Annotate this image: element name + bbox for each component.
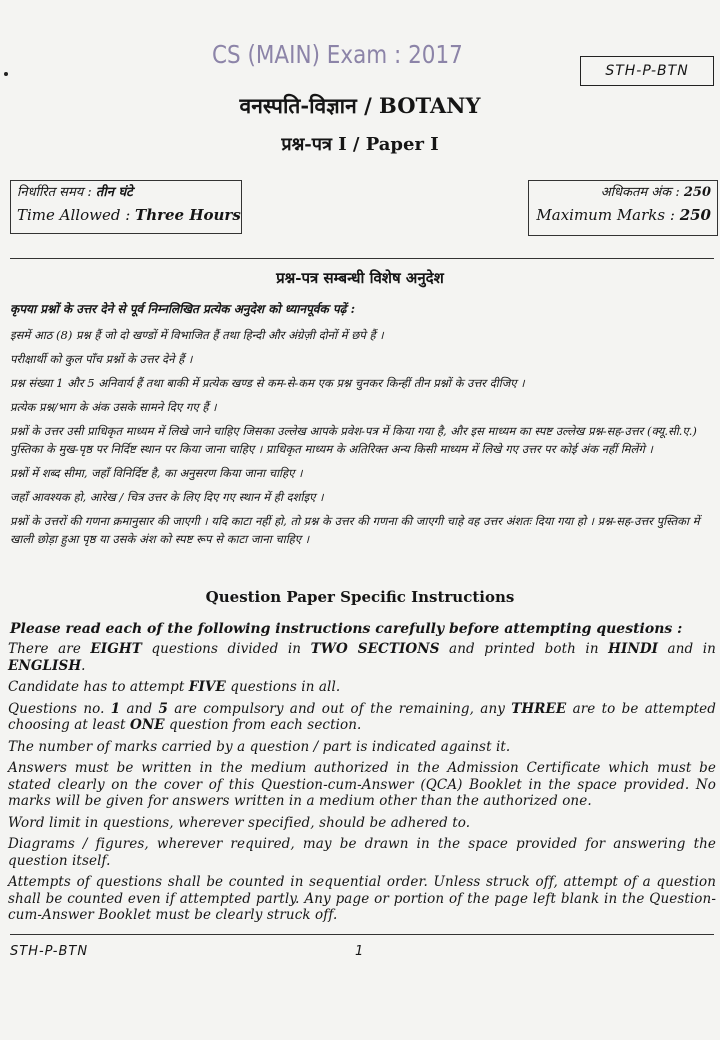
marks-en-label: Maximum Marks : — [536, 206, 680, 224]
hindi-instruction: प्रश्नों के उत्तरों की गणना क्रमानुसार की जाएगी । यदि काटा नहीं हो, तो प्रश्न के उत्तर की गणना की जाएगी चाहे वह उत्तर अंशतः दिया गया हो । प्रश्न-सह-उत्तर पुस्तिका में खाली छोड़ा हुआ पृष्ठ या उसके अंश को स्पष्ट रूप से काटा जाना चाहिए । — [10, 514, 700, 546]
emphasis-text: 5 — [158, 700, 168, 717]
instruction-text: and in — [658, 641, 716, 657]
time-en-label: Time Allowed : — [17, 206, 136, 224]
time-hindi — [17, 183, 235, 203]
english-instruction — [8, 760, 716, 810]
hindi-instruction: जहाँ आवश्यक हो, आरेख / चित्र उत्तर के लिए दिए गए स्थान में ही दर्शाइए । — [10, 490, 324, 504]
hindi-instructions-heading: प्रश्न-पत्र सम्बन्धी विशेष अनुदेश — [276, 269, 444, 287]
instruction-text: question from each section. — [164, 717, 362, 733]
stray-mark — [4, 72, 8, 76]
time-english — [17, 203, 241, 227]
english-instruction — [8, 739, 716, 756]
hindi-instructions-intro: कृपया प्रश्नों के उत्तर देने से पूर्व निम्नलिखित प्रत्येक अनुदेश को ध्यानपूर्वक पढ़ें : — [10, 302, 356, 316]
instruction-text: The number of marks carried by a question / part is indicated against it. — [8, 738, 511, 755]
hindi-instruction: इसमें आठ (8) प्रश्न हैं जो दो खण्डों में विभाजित हैं तथा हिन्दी और अंग्रेज़ी दोनों में छपे हैं । — [10, 328, 384, 342]
english-instructions-list — [8, 641, 716, 929]
paper-code-box: STH-P-BTN — [580, 56, 714, 86]
english-instruction — [8, 815, 716, 832]
emphasis-text: FIVE — [188, 679, 226, 695]
hindi-instruction: परीक्षार्थी को कुल पाँच प्रश्नों के उत्तर देने हैं । — [10, 352, 193, 366]
time-hi-value: तीन घंटे — [95, 185, 133, 200]
hindi-instructions-list — [10, 326, 718, 554]
emphasis-text: ENGLISH — [8, 657, 82, 674]
instruction-text: and — [120, 700, 159, 717]
paper-title: प्रश्न-पत्र I / Paper I — [281, 134, 439, 155]
emphasis-text: 1 — [110, 700, 121, 717]
instruction-text: are to be attempted choosing at least — [8, 700, 717, 733]
english-instruction — [8, 641, 716, 674]
instruction-text: are compulsory and out of the remaining, any — [167, 700, 512, 717]
maximum-marks-box — [528, 180, 718, 236]
instruction-text: Answers must be written in the medium authorized in the Admission Certificate which must be stated clearly on the cover of this Question-cum-Answer (QCA) Booklet in the space provided. No marks will be given for answers written in a medium other than the authorized one. — [8, 760, 716, 809]
subject-title: वनस्पति-विज्ञान / BOTANY — [239, 93, 481, 118]
marks-hi-value: 250 — [683, 185, 711, 200]
english-instruction — [8, 701, 716, 734]
marks-english — [535, 203, 711, 227]
instruction-text: Attempts of questions shall be counted in sequential order. Unless struck off, attempt of a question shall be counted even if attempted partly. Any page or portion of the page left blank in the Question-cum-Answer Booklet must be clearly struck off. — [8, 874, 716, 923]
time-en-value: Three Hours — [135, 206, 241, 224]
marks-hi-label: अधिकतम अंक : — [600, 185, 684, 200]
instruction-text: There are — [8, 641, 91, 657]
instruction-text: Questions no. — [8, 700, 111, 717]
exam-stamp: CS (MAIN) Exam : 2017 — [212, 40, 463, 69]
hindi-instruction: प्रश्नों में शब्द सीमा, जहाँ विनिर्दिष्ट है, का अनुसरण किया जाना चाहिए । — [10, 466, 303, 480]
instruction-text: . — [81, 657, 86, 674]
divider-bottom — [10, 934, 714, 935]
divider-top — [10, 258, 714, 259]
time-hi-label: निर्धारित समय : — [17, 185, 96, 200]
emphasis-text: HINDI — [608, 641, 659, 657]
instruction-text: questions divided in — [141, 641, 311, 657]
instruction-text: Candidate has to attempt — [8, 679, 189, 695]
emphasis-text: THREE — [511, 700, 567, 717]
english-instruction — [8, 874, 716, 924]
footer-paper-code: STH-P-BTN — [10, 944, 89, 959]
emphasis-text: TWO SECTIONS — [310, 641, 440, 657]
instruction-text: questions in all. — [225, 679, 341, 695]
emphasis-text: EIGHT — [90, 641, 142, 657]
marks-en-value: 250 — [679, 206, 711, 224]
hindi-instruction: प्रश्नों के उत्तर उसी प्राधिकृत माध्यम में लिखे जाने चाहिए जिसका उल्लेख आपके प्रवेश-पत्र में किया गया है, और इस माध्यम का स्पष्ट उल्लेख प्रश्न-सह-उत्तर (क्यू.सी.ए.) पुस्तिका के मुख-पृष्ठ पर निर्दिष्ट स्थान पर किया जाना चाहिए । प्राधिकृत माध्यम के अतिरिक्त अन्य किसी माध्यम में लिखे गए उत्तर पर कोई अंक नहीं मिलेंगे । — [10, 424, 697, 456]
emphasis-text: ONE — [129, 717, 165, 733]
page-number: 1 — [355, 944, 364, 959]
english-instruction — [8, 679, 716, 696]
instruction-text: Word limit in questions, wherever specified, should be adhered to. — [8, 814, 471, 831]
english-instructions-intro: Please read each of the following instructions carefully before attempting questions : — [10, 621, 683, 637]
english-instruction — [8, 836, 716, 869]
english-instructions-heading: Question Paper Specific Instructions — [205, 588, 515, 606]
marks-hindi — [535, 183, 711, 203]
instruction-text: and printed both in — [439, 641, 609, 657]
hindi-instruction: प्रत्येक प्रश्न/भाग के अंक उसके सामने दिए गए हैं । — [10, 400, 217, 414]
instruction-text: Diagrams / figures, wherever required, may be drawn in the space provided for answering the question itself. — [8, 836, 716, 869]
hindi-instruction: प्रश्न संख्या 1 और 5 अनिवार्य हैं तथा बाकी में प्रत्येक खण्ड से कम-से-कम एक प्रश्न चुनकर किन्हीं तीन प्रश्नों के उत्तर दीजिए । — [10, 376, 525, 390]
time-allowed-box — [10, 180, 242, 234]
